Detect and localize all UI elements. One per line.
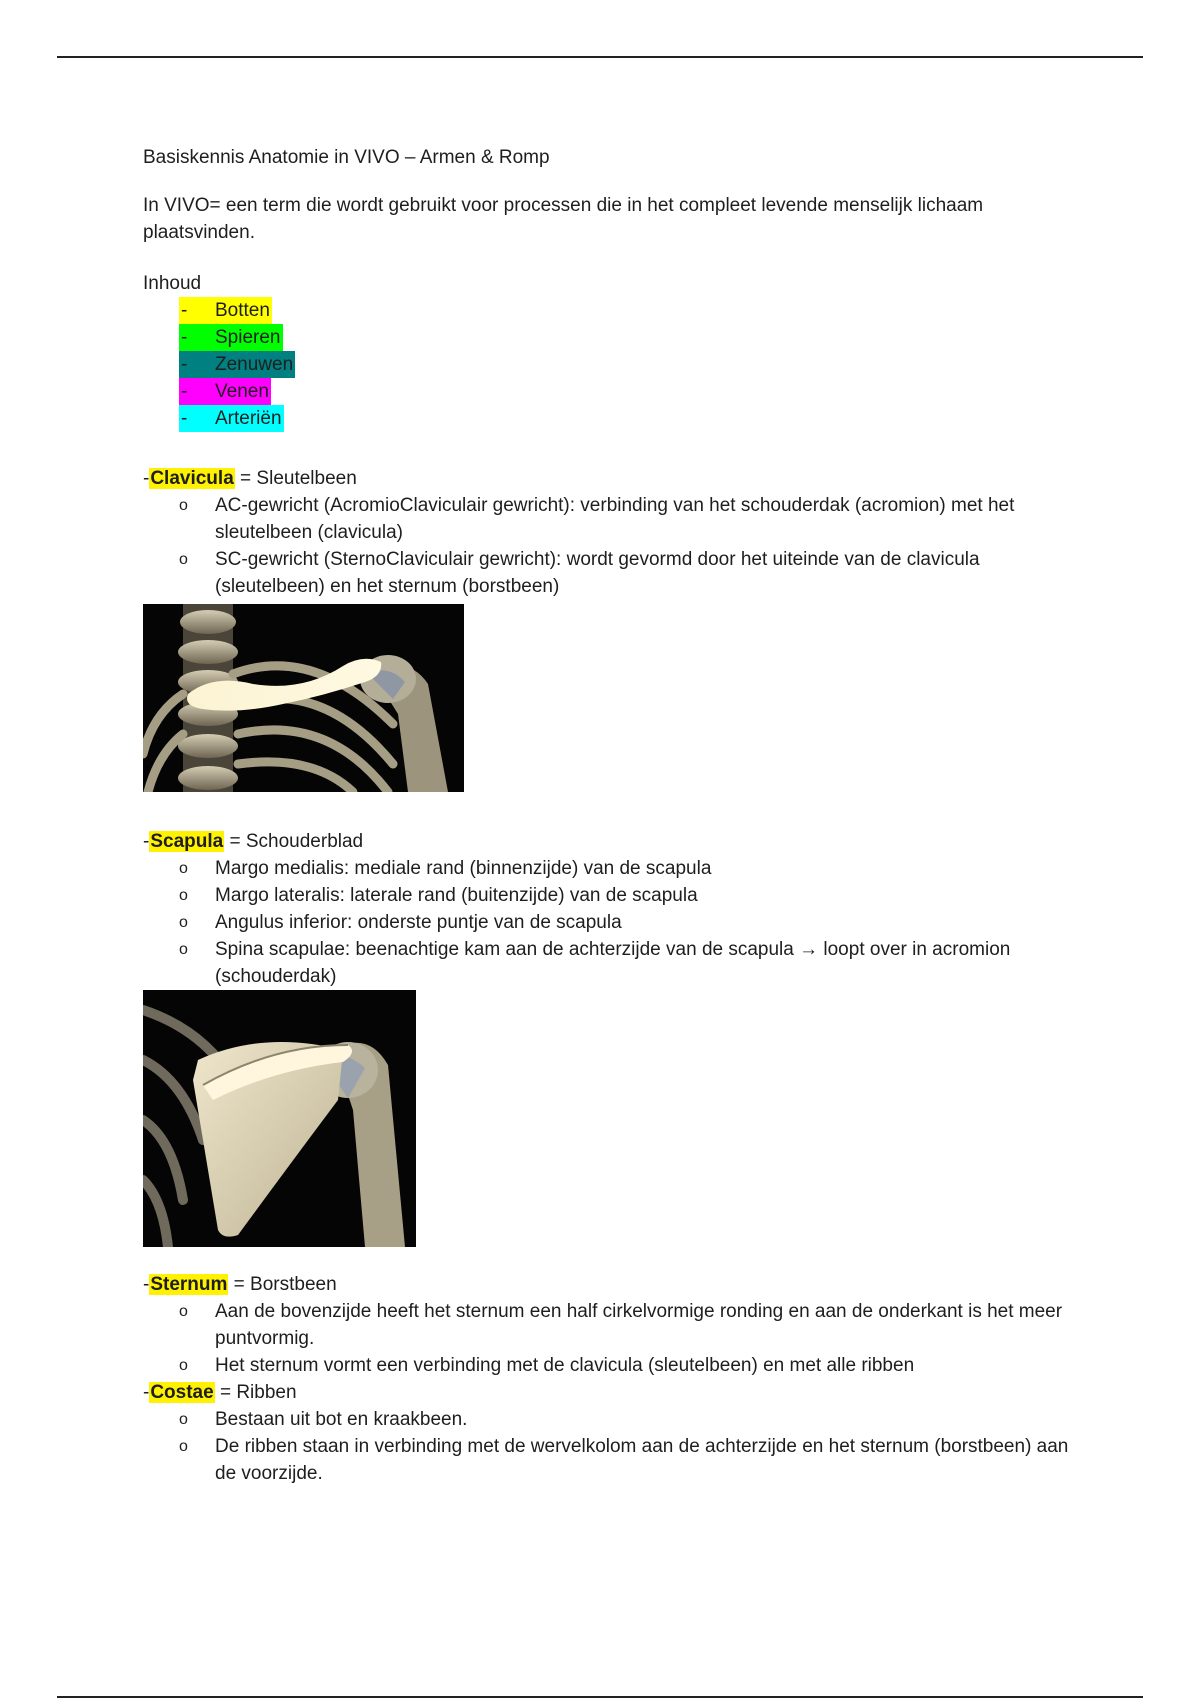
- bullet-symbol: o: [179, 1357, 188, 1374]
- section-costae-heading: [143, 1379, 1093, 1406]
- bullet-symbol: o: [179, 1411, 188, 1428]
- toc-dash: -: [181, 381, 188, 402]
- bullet-symbol: o: [179, 497, 188, 514]
- document-page: [143, 144, 1093, 1487]
- section-term: Costae: [150, 1382, 214, 1403]
- document-title: Basiskennis Anatomie in VIVO – Armen & Romp: [143, 147, 550, 168]
- toc-highlight: [179, 405, 284, 432]
- bullet-text: Bestaan uit bot en kraakbeen.: [215, 1409, 468, 1430]
- bullet-text: De ribben staan in verbinding met de wervelkolom aan de achterzijde en het sternum (borstbeen) aan de voorzijde.: [215, 1436, 1069, 1484]
- section-costae-bullets: [143, 1406, 1093, 1487]
- toc-label: Zenuwen: [215, 354, 294, 375]
- bullet-item: [143, 546, 1093, 600]
- section-prefix: -: [143, 1274, 150, 1295]
- bullet-item: [143, 909, 1093, 936]
- section-prefix: -: [143, 831, 150, 852]
- toc-item-zenuwen: [143, 351, 1093, 378]
- intro-paragraph: In VIVO= een term die wordt gebruikt voor processen die in het compleet levende menselijk lichaam plaatsvinden.: [143, 195, 984, 243]
- bullet-item: [143, 1406, 1093, 1433]
- toc-highlight: [179, 297, 272, 324]
- toc-label: Arteriën: [215, 408, 282, 429]
- toc-label: Spieren: [215, 327, 281, 348]
- section-translation: = Schouderblad: [224, 831, 364, 852]
- bullet-symbol: o: [179, 941, 188, 958]
- section-scapula-bullets: [143, 855, 1093, 990]
- bullet-symbol: o: [179, 1303, 188, 1320]
- bullet-item: [143, 936, 1093, 990]
- bullet-item: [143, 1433, 1093, 1487]
- bullet-text: Aan de bovenzijde heeft het sternum een half cirkelvormige ronding en aan de onderkant is het meer puntvormig.: [215, 1301, 1063, 1349]
- bullet-text: Angulus inferior: onderste puntje van de scapula: [215, 912, 622, 933]
- toc-dash: -: [181, 327, 188, 348]
- toc-item-arterien: [143, 405, 1093, 432]
- bullet-item: [143, 492, 1093, 546]
- section-sternum-heading: [143, 1271, 1093, 1298]
- section-term: Scapula: [150, 831, 224, 852]
- bullet-text: Spina scapulae: beenachtige kam aan de achterzijde van de scapula → loopt over in acromion (schouderdak): [215, 939, 1011, 987]
- clavicula-image: [143, 604, 464, 792]
- bullet-item: [143, 882, 1093, 909]
- bullet-symbol: o: [179, 551, 188, 568]
- toc-label: Venen: [215, 381, 269, 402]
- bullet-text: Het sternum vormt een verbinding met de clavicula (sleutelbeen) en met alle ribben: [215, 1355, 915, 1376]
- scapula-image: [143, 990, 416, 1247]
- bullet-item: [143, 1298, 1093, 1352]
- bullet-symbol: o: [179, 860, 188, 877]
- section-translation: = Borstbeen: [228, 1274, 337, 1295]
- section-translation: = Ribben: [214, 1382, 297, 1403]
- bullet-text: Margo medialis: mediale rand (binnenzijde) van de scapula: [215, 858, 712, 879]
- bullet-item: [143, 1352, 1093, 1379]
- bullet-symbol: o: [179, 1438, 188, 1455]
- toc-title: Inhoud: [143, 273, 202, 294]
- section-scapula-heading: [143, 828, 1093, 855]
- toc-dash: -: [181, 408, 188, 429]
- section-prefix: -: [143, 468, 150, 489]
- toc-item-spieren: [143, 324, 1093, 351]
- bullet-symbol: o: [179, 887, 188, 904]
- section-prefix: -: [143, 1382, 150, 1403]
- footer-rule: [57, 1696, 1143, 1698]
- header-rule: [57, 56, 1143, 58]
- toc-highlight: [179, 351, 295, 378]
- toc-dash: -: [181, 354, 188, 375]
- toc-item-venen: [143, 378, 1093, 405]
- section-sternum-bullets: [143, 1298, 1093, 1379]
- toc-highlight: [179, 378, 271, 405]
- bullet-text: AC-gewricht (AcromioClaviculair gewricht): verbinding van het schouderdak (acromion) met het sleutelbeen (clavicula): [215, 495, 1015, 543]
- bullet-text: Margo lateralis: laterale rand (buitenzijde) van de scapula: [215, 885, 698, 906]
- toc-dash: -: [181, 300, 188, 321]
- bullet-item: [143, 855, 1093, 882]
- bullet-text: SC-gewricht (SternoClaviculair gewricht): wordt gevormd door het uiteinde van de clavicula (sleutelbeen) en het sternum (borstbeen): [215, 549, 980, 597]
- toc-highlight: [179, 324, 283, 351]
- section-term: Sternum: [150, 1274, 228, 1295]
- section-term: Clavicula: [150, 468, 234, 489]
- toc-item-botten: [143, 297, 1093, 324]
- toc-list: [143, 297, 1093, 432]
- bullet-symbol: o: [179, 914, 188, 931]
- toc-label: Botten: [215, 300, 270, 321]
- section-clavicula-bullets: [143, 492, 1093, 600]
- section-clavicula-heading: [143, 465, 1093, 492]
- section-translation: = Sleutelbeen: [234, 468, 357, 489]
